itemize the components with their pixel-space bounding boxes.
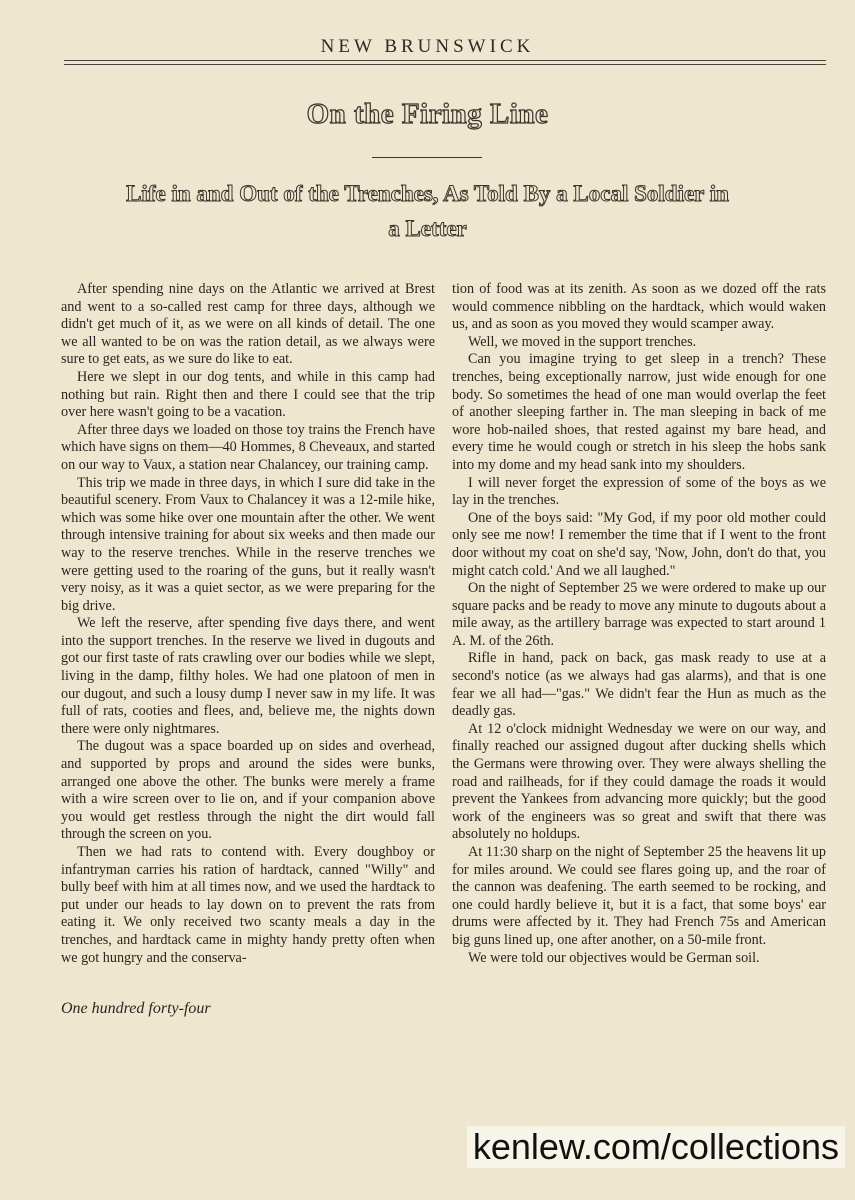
title-divider [372,157,482,158]
running-head: NEW BRUNSWICK [320,36,535,57]
page-folio: One hundred forty-four [61,1000,211,1017]
paragraph: At 11:30 sharp on the night of September 25 the heavens lit up for miles around. We could see flares going up, and the roar of the cannon was deafening. The earth seemed to be rocking, and one could hardly believe it, but it is a fact, that some boys' ear drums were affected by it. They had French 75s and American big guns lined up, one after another, on a 50-mile front. [452,844,826,948]
paragraph: On the night of September 25 we were ordered to make up our square packs and be ready to move any minute to dugouts about a mile away, as the artillery barrage was expected to start around 1 A. M. of the 26th. [452,580,826,649]
paragraph: tion of food was at its zenith. As soon as we dozed off the rats would commence nibbling on the hardtack, which would waken us, and as soon as you moved they would scamper away. [452,281,826,333]
watermark-url: kenlew.com/collections [467,1126,845,1168]
paragraph: After spending nine days on the Atlantic we arrived at Brest and went to a so-called rest camp for three days, although we didn't get much of it, as we were on all kinds of detail. The one we all wanted to be on was the ration detail, as we always were sure to get eats, as we sure do like to eat. [61,281,435,368]
paragraph: Then we had rats to contend with. Every doughboy or infantryman carries his ration of hardtack, canned "Willy" and bully beef with him at all times now, and we used the hardtack to put under our heads to lay down on to prevent the rats from eating it. We only received two scanty meals a day in the trenches, and hardtack came in mighty handy pretty often when we got hungry and the conserva- [61,844,435,966]
right-column [452,281,826,967]
paragraph: After three days we loaded on those toy trains the French have which have signs on them—40 Hommes, 8 Cheveaux, and started on our way to Vaux, a station near Chalancey, our training camp. [61,421,435,473]
paragraph: The dugout was a space boarded up on sides and overhead, and supported by props and around the sides were bunks, arranged one above the other. The bunks were merely a frame with a wire screen over to lie on, and if your companion above you would get restless through the night the dirt would fall through the screen on you. [61,738,435,843]
left-column [61,281,435,967]
paragraph: This trip we made in three days, in which I sure did take in the beautiful scenery. From Vaux to Chalancey it was a 12-mile hike, which was some hike over one mountain after the other. We went through intensive training for about six weeks and then made our way to the reserve trenches. While in the reserve trenches we were getting used to the roaring of the guns, but it really wasn't very noisy, as it was a quiet sector, as we were preparing for the big drive. [61,474,435,614]
paragraph: We left the reserve, after spending five days there, and went into the support trenches. In the reserve we lived in dugouts and got our first taste of rats crawling over our bodies while we slept, living in the damp, filthy holes. We had one platoon of men in our dugout, and such a lousy dump I never saw in my life. It was full of rats, cooties and flees, and, believe me, the nights down there were only nightmares. [61,615,435,737]
header-rule [64,60,826,61]
header-rule-double [64,64,826,65]
article-title: On the Firing Line [306,98,549,130]
article-subtitle: Life in and Out of the Trenches, As Told By a Local Soldier in a Letter [126,181,729,241]
paragraph: One of the boys said: "My God, if my poor old mother could only see me now! I remember the time that if I went to the front door without my coat on she'd say, 'Now, John, don't do that, you might catch cold.' And we all laughed." [452,509,826,579]
paragraph: I will never forget the expression of some of the boys as we lay in the trenches. [452,474,826,509]
paragraph: At 12 o'clock midnight Wednesday we were on our way, and finally reached our assigned dugout after ducking shells which the Germans were throwing over. They were always shelling the road and railheads, for if they could damage the roads it would prevent the Yankees from advancing more quickly; but the good work of the engineers was so great and swift that there was absolutely no holdups. [452,720,826,843]
paragraph: Here we slept in our dog tents, and while in this camp had nothing but rain. Right then and there I could see that the trip over here wasn't going to be a vacation. [61,368,435,421]
paragraph: Can you imagine trying to get sleep in a trench? These trenches, being exceptionally narrow, just wide enough for one body. So sometimes the head of one man would overlap the feet of another sleeping farther in. The man sleeping in back of me wore hob-nailed shoes, that rested against my bare head, and every time he would cough or stretch in his sleep the hobs sank into my dome and my head sank into my shoulders. [452,351,826,473]
paragraph: We were told our objectives would be German soil. [468,949,760,966]
paragraph: Rifle in hand, pack on back, gas mask ready to use at a second's notice (as we always had gas alarms), and that is one fear we all had—"gas." We didn't fear the Hun as much as the deadly gas. [452,650,826,720]
paragraph: Well, we moved in the support trenches. [468,333,697,350]
